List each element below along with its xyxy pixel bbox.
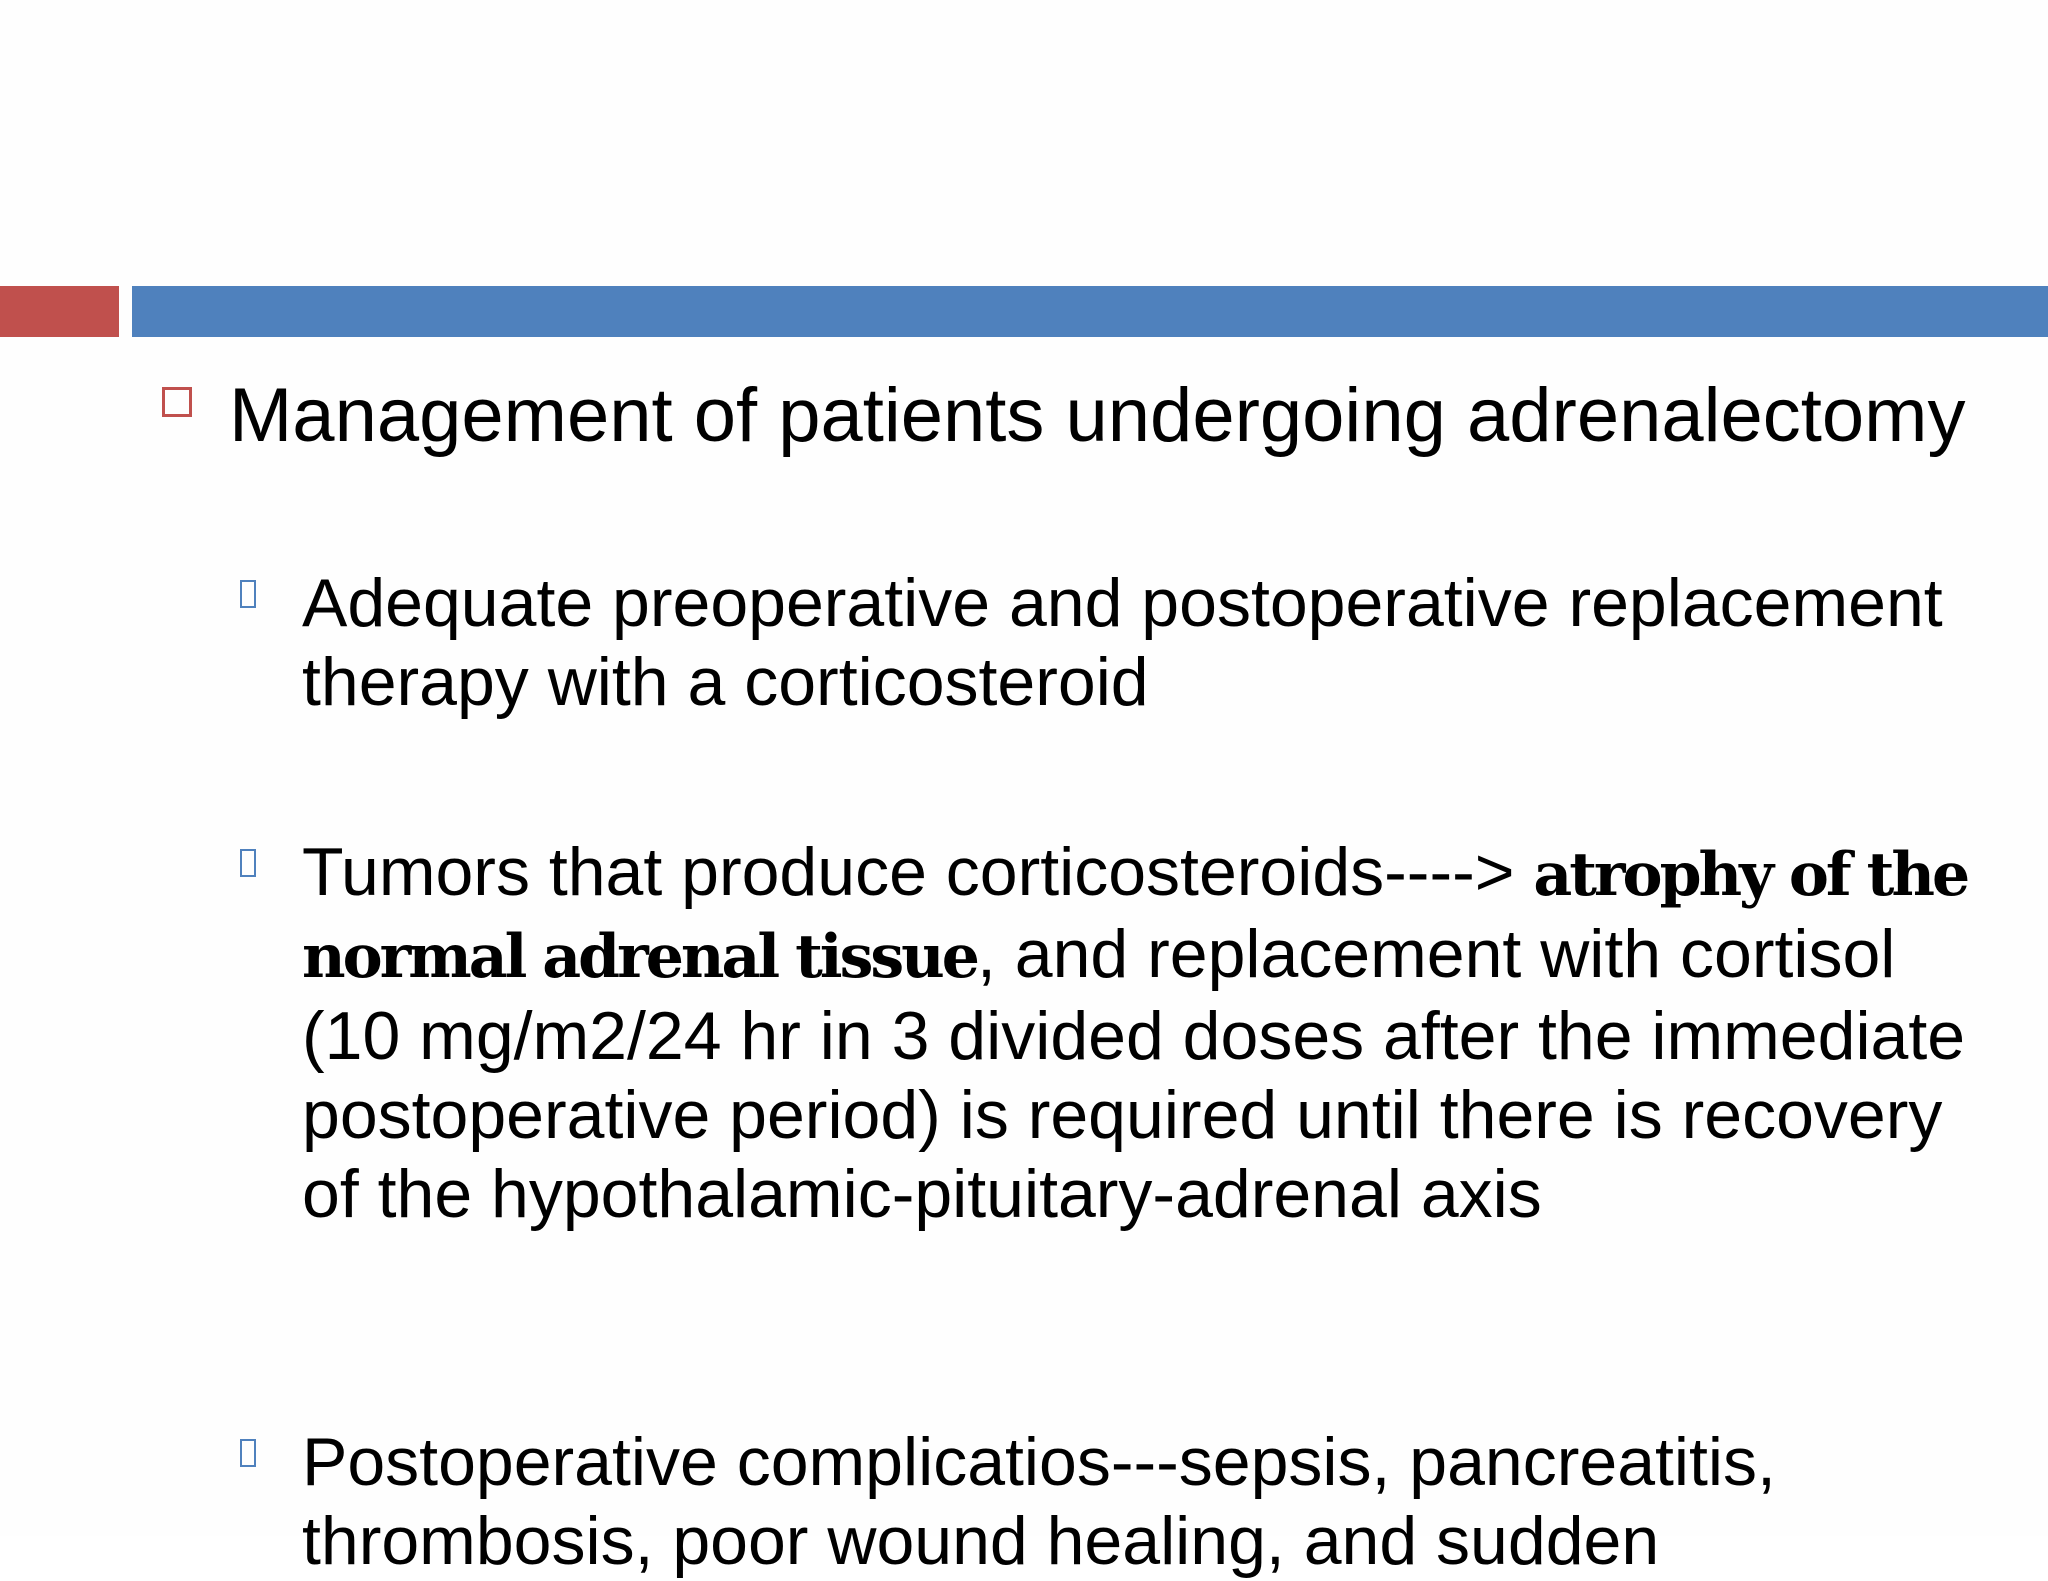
sub-bullet-2-lead: Tumors that produce corticosteroids----> — [302, 834, 1534, 910]
main-bullet: Management of patients undergoing adrenalectomy — [229, 373, 1966, 458]
hollow-rectangle-icon — [240, 580, 256, 608]
sub-bullet-3: Postoperative complicatios---sepsis, pancreatitis, thrombosis, poor wound healing, and sudden — [302, 1424, 1776, 1579]
sub-bullet-2-emphasis: atrophy of the normal adrenal tissue — [302, 840, 1968, 992]
sub-bullet-2-rest: , and replacement with cortisol (10 mg/m2/24 hr in 3 divided doses after the immediate postoperative period) is required until there is recovery of the hypothalamic-pituitary-adrenal axis — [302, 916, 1966, 1232]
sub-bullet-1: Adequate preoperative and postoperative replacement therapy with a corticosteroid — [302, 565, 1943, 720]
hollow-rectangle-icon — [240, 849, 256, 877]
hollow-rectangle-icon — [240, 1439, 256, 1467]
hollow-square-icon — [162, 387, 192, 417]
sub-bullet-2 — [302, 833, 2002, 1234]
